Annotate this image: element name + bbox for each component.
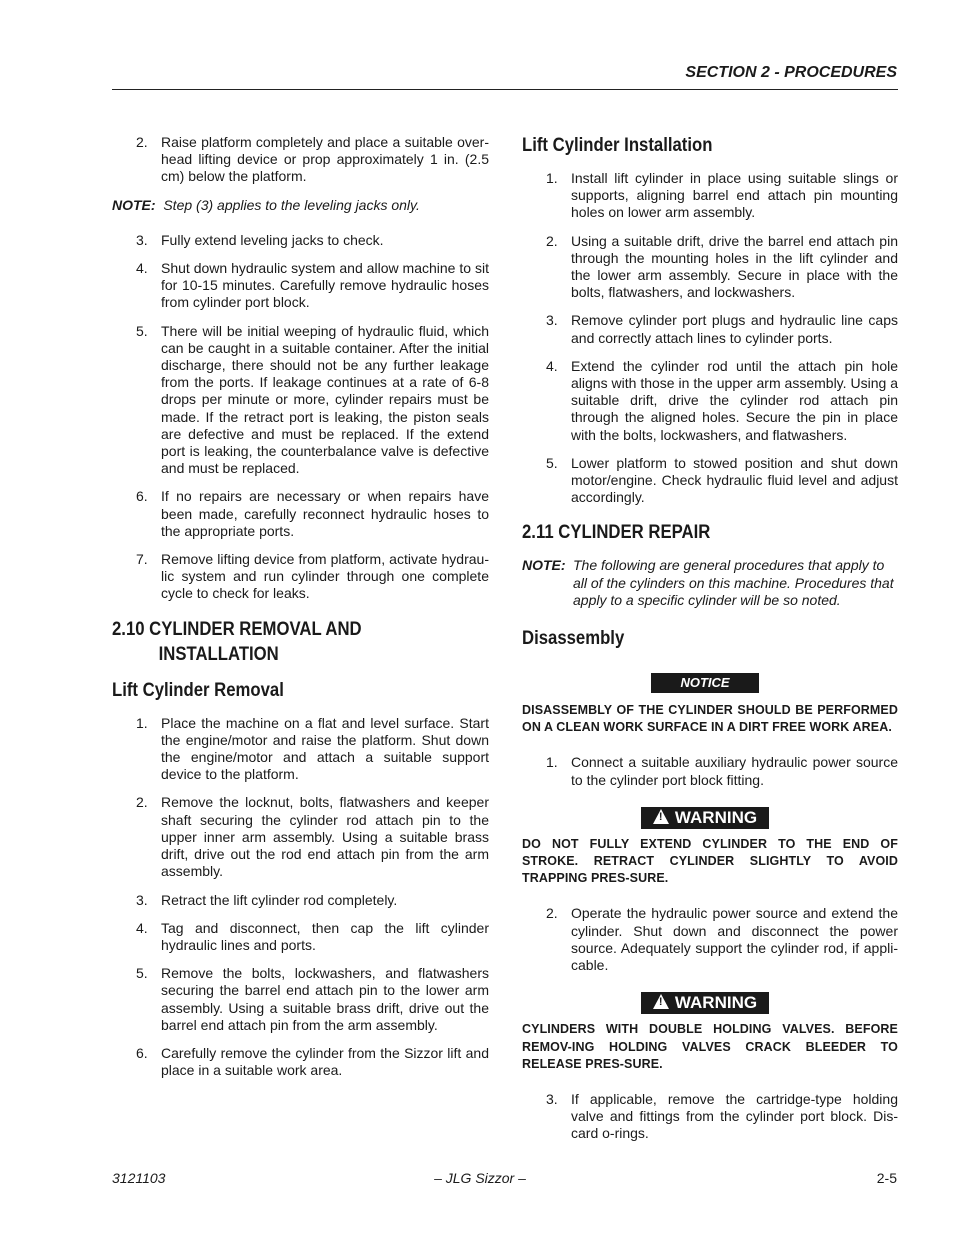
- list-item: [522, 233, 898, 302]
- disassembly-step-2: [522, 905, 898, 974]
- note-text: The following are general procedures that apply to all of the cylinders on this machine. Procedures that apply to a specific cylinder will be so noted.: [573, 557, 894, 608]
- step-number: 5.: [546, 454, 558, 471]
- warning-text-2: CYLINDERS WITH DOUBLE HOLDING VALVES. BEFORE REMOV-ING HOLDING VALVES CRACK BLEEDER TO RELEASE PRES-SURE.: [522, 1022, 898, 1071]
- list-item: [522, 312, 898, 346]
- step-number: 3.: [136, 231, 148, 248]
- section-heading-line1: 2.10 CYLINDER REMOVAL AND: [112, 618, 362, 640]
- step-text: If applicable, remove the cartridge-type holding valve and fittings from the cylinder port block. Dis-card o-rings.: [571, 1090, 898, 1142]
- step-text: Remove the bolts, lockwashers, and flatwashers securing the barrel end attach pin to the lower arm assembly. Using a suitable brass drift, drive out the barrel end attach pin from the arm assembly.: [161, 965, 489, 1033]
- step-number: 2.: [546, 905, 558, 922]
- list-item: [522, 1091, 898, 1143]
- list-item: [112, 260, 489, 312]
- list-item: [112, 965, 489, 1034]
- note-leveling-jacks: [112, 197, 489, 214]
- step-number: 2.: [136, 134, 148, 150]
- subheading-disassembly: Disassembly: [522, 628, 625, 650]
- lift-install-steps: [522, 170, 898, 506]
- step-number: 3.: [546, 1090, 558, 1107]
- step-text: Install lift cylinder in place using suitable slings or supports, aligning barrel end attach pin mounting holes on lower arm assembly.: [571, 170, 898, 221]
- step-number: 1.: [546, 754, 558, 771]
- footer-page-number: 2-5: [876, 1170, 897, 1186]
- note-label: NOTE:: [522, 557, 566, 574]
- warning-triangle-icon: [653, 994, 669, 1009]
- step-text: Using a suitable drift, drive the barrel end attach pin through the mounting holes in the lift cylinder and the lower arm assembly. Secure in place with the bolts, flatwashers, and lockwashers.: [571, 232, 898, 301]
- step-number: 3.: [136, 891, 148, 908]
- warning-text-1: DO NOT FULLY EXTEND CYLINDER TO THE END OF STROKE. RETRACT CYLINDER SLIGHTLY TO AVOID TRAPPING PRES-SURE.: [522, 836, 898, 886]
- warning-label: WARNING: [674, 807, 758, 827]
- step-number: 1.: [546, 170, 558, 186]
- section-heading-2-11: 2.11 CYLINDER REPAIR: [522, 522, 711, 544]
- step-text: Lower platform to stowed position and shut down motor/engine. Check hydraulic fluid level and adjust accordingly.: [571, 454, 898, 506]
- warning-banner-2: [641, 992, 769, 1014]
- step-text: Raise platform completely and place a suitable over-head lifting device or prop approximately 1 in. (2.5 cm) below the platform.: [161, 134, 489, 185]
- disassembly-step-1: [522, 754, 898, 788]
- header-rule: [112, 89, 898, 90]
- list-item: [522, 905, 898, 974]
- step-text: Operate the hydraulic power source and extend the cylinder. Shut down and disconnect the power source. Adequately support the cylinder rod, if appli-cable.: [571, 905, 898, 974]
- list-item: [112, 1045, 489, 1079]
- step-number: 2.: [546, 232, 558, 249]
- note-general-procedures: [522, 557, 898, 609]
- step-number: 4.: [136, 919, 148, 936]
- section-header: SECTION 2 - PROCEDURES: [685, 64, 897, 81]
- note-text: Step (3) applies to the leveling jacks only.: [163, 196, 420, 213]
- step-text: Tag and disconnect, then cap the lift cylinder hydraulic lines and ports.: [161, 919, 489, 953]
- step-number: 5.: [136, 965, 148, 982]
- step-number: 7.: [136, 551, 148, 568]
- step-number: 6.: [136, 1044, 148, 1061]
- list-item: [522, 170, 898, 222]
- step-text: Extend the cylinder rod until the attach pin hole aligns with those in the upper arm assembly. Using a suitable drift, drive the cylinder rod attach pin through the aligned holes. Secure the pin in place with the bolts, lockwashers, and flatwashers.: [571, 357, 898, 443]
- warning-banner-1: [641, 807, 769, 829]
- right-column: [522, 134, 898, 1154]
- step-text: Shut down hydraulic system and allow machine to sit for 10-15 minutes. Carefully remove hydraulic hoses from cylinder port block.: [161, 260, 489, 311]
- step-text: Fully extend leveling jacks to check.: [161, 231, 384, 248]
- step-number: 3.: [546, 312, 558, 329]
- section-heading-2-10: [112, 617, 444, 667]
- lift-removal-steps: [112, 715, 489, 1080]
- step-text: Connect a suitable auxiliary hydraulic power source to the cylinder port block fitting.: [571, 754, 898, 788]
- subheading-lift-cylinder-installation: Lift Cylinder Installation: [522, 135, 713, 156]
- subheading-lift-cylinder-removal: Lift Cylinder Removal: [112, 679, 284, 701]
- step-text: Place the machine on a flat and level surface. Start the engine/motor and raise the platform. Shut down the engine/motor and attach a suitable support device to the platform.: [161, 714, 489, 783]
- list-item: [112, 794, 489, 880]
- step-text: Retract the lift cylinder rod completely.: [161, 891, 398, 908]
- list-item: [112, 323, 489, 478]
- step-text: Remove cylinder port plugs and hydraulic line caps and correctly attach lines to cylinder ports.: [571, 312, 898, 346]
- notice-text: DISASSEMBLY OF THE CYLINDER SHOULD BE PERFORMED ON A CLEAN WORK SURFACE IN A DIRT FREE WORK AREA.: [522, 703, 898, 735]
- note-label: NOTE:: [112, 196, 156, 213]
- list-item: [522, 358, 898, 444]
- list-item: [112, 134, 489, 186]
- step-number: 4.: [136, 260, 148, 277]
- step-text: Remove the locknut, bolts, flatwashers and keeper shaft securing the cylinder rod attach pin to the upper inner arm assembly. Using a suitable brass drift, drive out the rod end attach pin from the arm assembly.: [161, 794, 489, 880]
- disassembly-step-3: [522, 1091, 898, 1143]
- list-item: [112, 715, 489, 784]
- list-item: [112, 232, 489, 249]
- step-text: There will be initial weeping of hydraulic fluid, which can be caught in a suitable container. After the initial discharge, there should not be any further leakage from the ports. If leakage continues at a rate of 6-8 drops per minute or more, cylinder repairs must be made. If the retract port is leaking, the piston seals are defective and must be replaced. If the extend port is leaking, the counterbalance valve is defective and must be replaced.: [161, 322, 489, 477]
- warning-label: WARNING: [674, 993, 758, 1013]
- steps-list-b: [112, 232, 489, 603]
- footer-doc-number: 3121103: [112, 1170, 166, 1186]
- list-item: [522, 455, 898, 507]
- footer-title: – JLG Sizzor –: [434, 1170, 526, 1186]
- step-number: 5.: [136, 322, 148, 339]
- step-number: 6.: [136, 488, 148, 505]
- list-item: [112, 892, 489, 909]
- warning-triangle-icon: [653, 809, 669, 824]
- step-text: If no repairs are necessary or when repairs have been made, carefully reconnect hydraulic hoses to the appropriate ports.: [161, 488, 489, 539]
- list-item: [112, 488, 489, 540]
- section-heading-line2: INSTALLATION: [158, 643, 279, 665]
- left-column: [112, 134, 489, 1090]
- step-number: 4.: [546, 357, 558, 374]
- step-number: 1.: [136, 714, 148, 731]
- list-item: [522, 754, 898, 788]
- list-item: [112, 920, 489, 954]
- step-text: Carefully remove the cylinder from the Sizzor lift and place in a suitable work area.: [161, 1044, 489, 1079]
- step-text: Remove lifting device from platform, activate hydrau-lic system and run cylinder through one complete cycle to check for leaks.: [161, 551, 489, 602]
- notice-banner: NOTICE: [651, 673, 759, 693]
- steps-list-a: [112, 134, 489, 186]
- list-item: [112, 551, 489, 603]
- step-number: 2.: [136, 794, 148, 811]
